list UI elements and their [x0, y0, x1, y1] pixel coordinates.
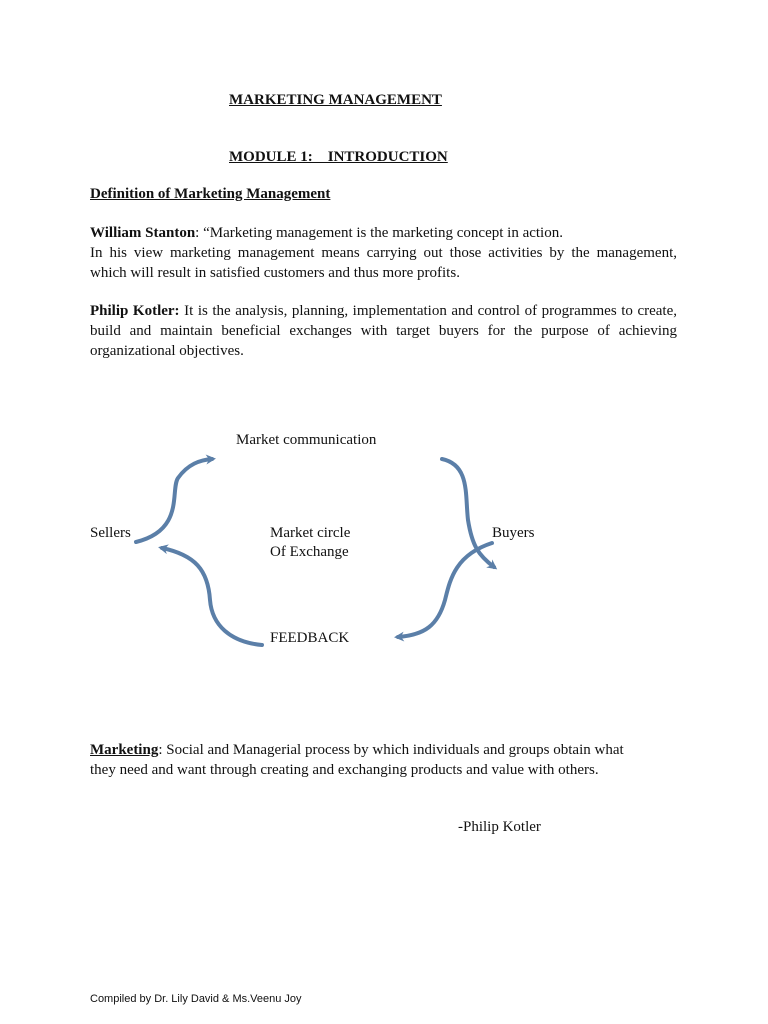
kotler-attribution: -Philip Kotler: [458, 819, 541, 835]
label-buyers: Buyers: [492, 525, 535, 541]
label-center-line1: Market circle: [270, 525, 351, 541]
stanton-quote: : “Marketing management is the marketing concept in action.: [195, 225, 563, 241]
module-title: MODULE 1: INTRODUCTION: [229, 149, 448, 165]
arrow-communication-to-buyers: [442, 459, 494, 567]
kotler-paragraph: [90, 301, 677, 361]
marketing-term: [90, 742, 158, 758]
stanton-paragraph: [90, 223, 677, 283]
arrow-buyers-to-feedback: [398, 543, 492, 637]
stanton-name: William Stanton: [90, 225, 196, 241]
kotler-name: Philip Kotler:: [90, 303, 180, 319]
arrow-feedback-to-sellers: [162, 548, 262, 645]
kotler-definition: It is the analysis, planning, implementation and control of programmes to create, build and maintain beneficial exchanges with target buyers for the purpose of achieving organizational objectives.: [90, 303, 677, 359]
marketing-term-text: Marketing: [90, 742, 159, 758]
label-center-line2: Of Exchange: [270, 544, 349, 560]
label-sellers: Sellers: [90, 525, 131, 541]
definition-heading: Definition of Marketing Management: [90, 186, 331, 202]
stanton-explanation: In his view marketing management means carrying out those activities by the management, which will result in satisfied customers and thus more profits.: [90, 245, 677, 281]
stanton-first-line: [90, 223, 677, 243]
label-feedback: FEEDBACK: [270, 630, 350, 646]
exchange-arrows: [0, 420, 768, 670]
document-title: MARKETING MANAGEMENT: [229, 92, 442, 108]
market-circle-diagram: [0, 420, 768, 670]
marketing-definition-text: : Social and Managerial process by which individuals and groups obtain what they need and want through creating and exchanging products and value with others.: [90, 742, 624, 778]
arrow-sellers-to-communication: [136, 459, 212, 542]
marketing-definition: [90, 740, 650, 780]
footer-credit: Compiled by Dr. Lily David & Ms.Veenu Joy: [90, 993, 302, 1005]
label-market-communication: Market communication: [236, 432, 377, 448]
